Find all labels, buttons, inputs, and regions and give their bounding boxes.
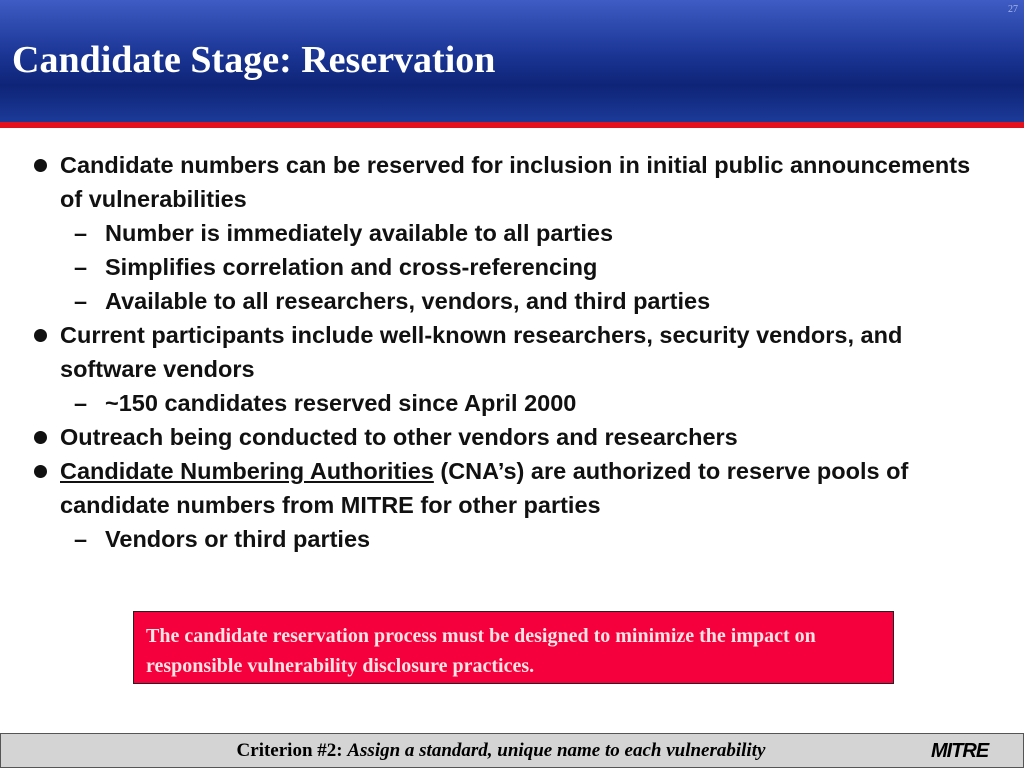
bullet-dot-icon — [34, 159, 47, 172]
dash-icon: – — [74, 390, 88, 416]
bullet-item — [32, 318, 992, 386]
sub-bullet-item — [32, 386, 992, 420]
bullet-item — [32, 454, 992, 522]
bullet-item — [32, 148, 992, 216]
bullet-text: Outreach being conducted to other vendors and researchers — [60, 424, 738, 450]
dash-icon: – — [74, 220, 88, 246]
criterion-label: Criterion #2: — [236, 740, 343, 761]
title-divider — [0, 122, 1024, 128]
mitre-logo: MITRE — [931, 740, 989, 762]
dash-icon: – — [74, 526, 88, 552]
title-bar — [0, 0, 1024, 122]
sub-bullet-item — [32, 216, 992, 250]
bullet-text: Current participants include well-known researchers, security vendors, and software vendors — [60, 322, 903, 382]
sub-bullet-item — [32, 250, 992, 284]
footer-bar — [0, 733, 1024, 768]
criterion-text: Assign a standard, unique name to each vulnerability — [347, 740, 766, 761]
footer-criterion — [1, 734, 1001, 767]
slide-number: 27 — [1008, 4, 1018, 15]
sub-bullet-text: Vendors or third parties — [105, 526, 371, 552]
dash-icon: – — [74, 254, 88, 280]
callout-text: The candidate reservation process must be designed to minimize the impact on responsible vulnerability disclosure practices. — [146, 625, 816, 677]
bullet-text: (CNA’s) are authorized to reserve pools of candidate numbers from MITRE for other parties — [60, 458, 909, 518]
cna-link[interactable]: Candidate Numbering Authorities — [60, 458, 434, 484]
sub-bullet-text: Available to all researchers, vendors, and third parties — [105, 288, 711, 314]
sub-bullet-text: ~150 candidates reserved since April 2000 — [105, 390, 577, 416]
bullet-text: Candidate numbers can be reserved for inclusion in initial public announcements of vulnerabilities — [60, 152, 971, 212]
bullet-item — [32, 420, 992, 454]
bullet-dot-icon — [34, 465, 47, 478]
dash-icon: – — [74, 288, 88, 314]
bullet-list — [32, 148, 992, 556]
slide-title: Candidate Stage: Reservation — [12, 39, 496, 81]
sub-bullet-item — [32, 522, 992, 556]
sub-bullet-text: Number is immediately available to all parties — [105, 220, 614, 246]
sub-bullet-item — [32, 284, 992, 318]
bullet-dot-icon — [34, 431, 47, 444]
callout-box — [133, 611, 894, 684]
bullet-dot-icon — [34, 329, 47, 342]
sub-bullet-text: Simplifies correlation and cross-referencing — [105, 254, 598, 280]
